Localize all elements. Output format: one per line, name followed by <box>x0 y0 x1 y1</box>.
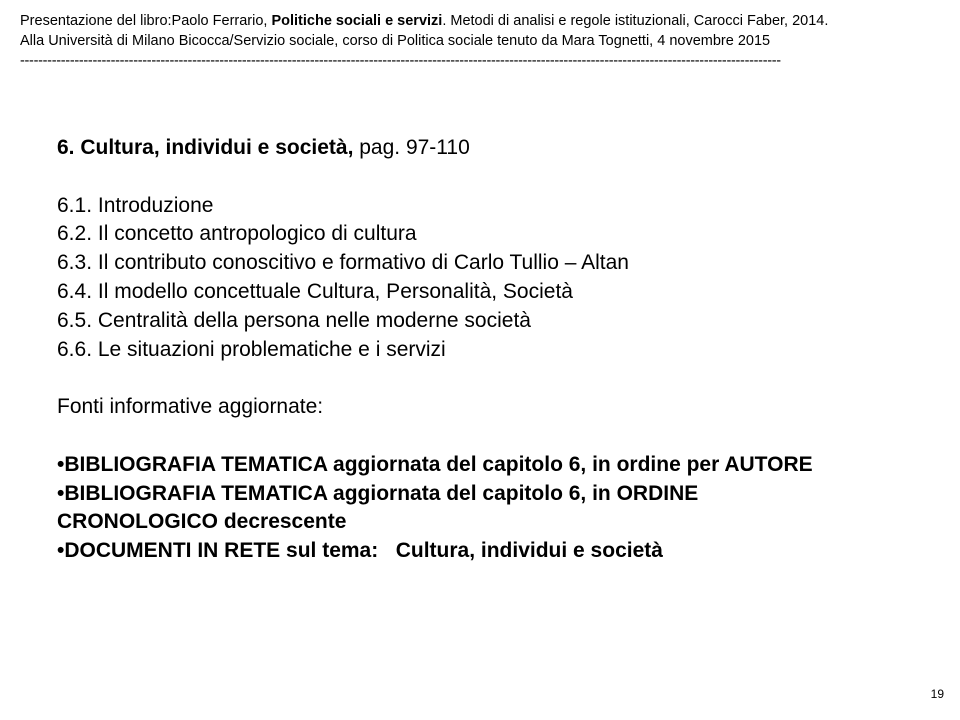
section-item: 6.1. Introduzione <box>57 193 214 217</box>
header-line-1 <box>20 11 950 31</box>
slide-content <box>57 134 917 566</box>
chapter-title <box>57 134 917 163</box>
slide-header <box>20 11 950 71</box>
source-link-bibliography-chronological[interactable]: •BIBLIOGRAFIA TEMATICA aggiornata del capitolo 6, in ORDINE CRONOLOGICO decrescente <box>57 481 699 534</box>
chapter-title-bold: 6. Cultura, individui e società, <box>57 136 354 159</box>
spacer <box>57 364 917 393</box>
source-link-online-documents[interactable]: •DOCUMENTI IN RETE sul tema: Cultura, individui e società <box>57 539 663 563</box>
header-book-suffix: . Metodi di analisi e regole istituzionali, Carocci Faber, 2014. <box>442 13 829 29</box>
header-line-2: Alla Università di Milano Bicocca/Servizio sociale, corso di Politica sociale tenuto da Mara Tognetti, 4 novembre 2015 <box>20 33 771 49</box>
header-book-title: Politiche sociali e servizi <box>271 13 443 29</box>
section-item: 6.5. Centralità della persona nelle moderne società <box>57 308 531 332</box>
chapter-pages: pag. 97-110 <box>353 136 470 159</box>
page-number: 19 <box>930 687 944 701</box>
header-book-prefix: Presentazione del libro:Paolo Ferrario, <box>20 13 272 29</box>
spacer <box>57 163 917 192</box>
section-item: 6.2. Il concetto antropologico di cultura <box>57 222 417 246</box>
section-item: 6.3. Il contributo conoscitivo e formativo di Carlo Tullio – Altan <box>57 251 629 275</box>
section-item: 6.4. Il modello concettuale Cultura, Personalità, Società <box>57 279 573 303</box>
sources-heading: Fonti informative aggiornate: <box>57 395 324 419</box>
source-link-bibliography-author[interactable]: •BIBLIOGRAFIA TEMATICA aggiornata del capitolo 6, in ordine per AUTORE <box>57 452 813 476</box>
header-separator: ------------------------------------------------------------------------------------------------------------------------------------------------------------------------ <box>20 53 781 69</box>
section-item: 6.6. Le situazioni problematiche e i servizi <box>57 337 446 361</box>
spacer <box>57 422 917 451</box>
